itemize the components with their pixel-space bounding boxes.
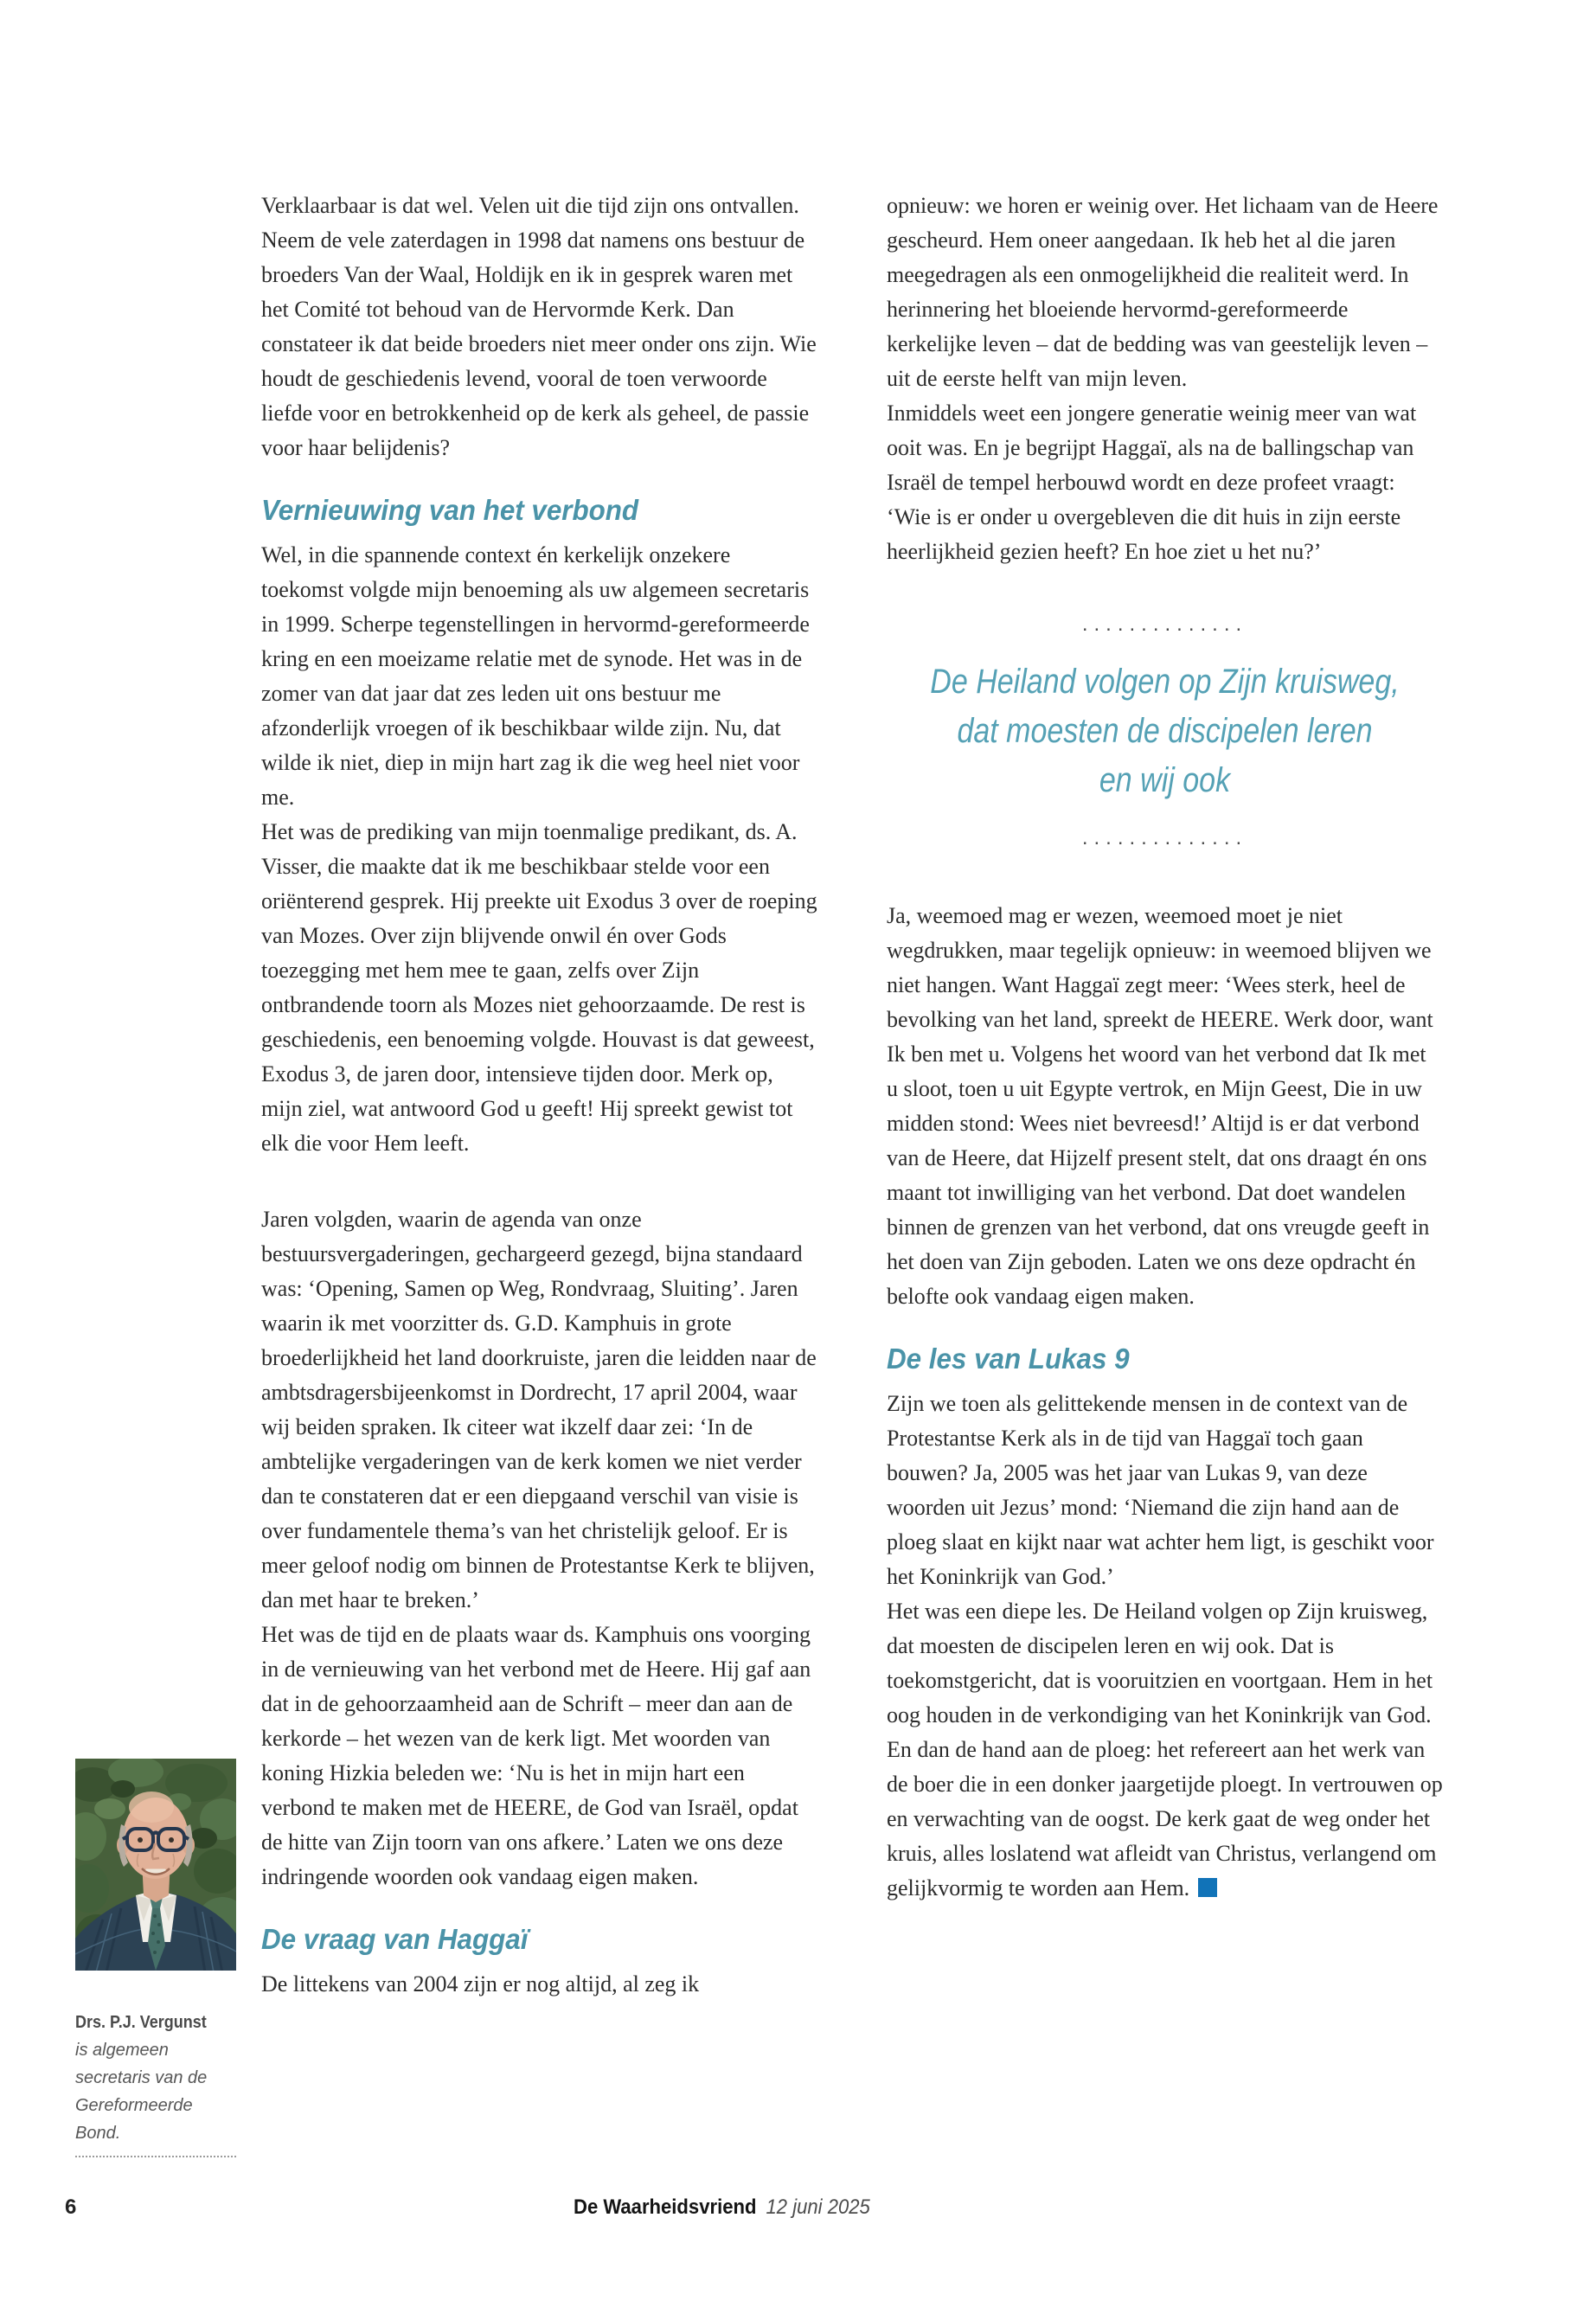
paragraph: opnieuw: we horen er weinig over. Het lichaam van de Heere gescheurd. Hem oneer aangedaan. Ik heb het al die jaren meegedragen als een onmogelijkheid die realiteit werd. In herinnering het bloeiende hervormd-gereformeerde kerkelijke leven – dat de bedding was van geestelijk leven – uit de eerste helft van mijn leven. [887, 193, 1439, 391]
paragraph: Inmiddels weet een jongere generatie weinig meer van wat ooit was. En je begrijpt Haggaï, als na de ballingschap van Israël de tempel herbouwd wordt en deze profeet vraagt: ‘Wie is er onder u overgebleven die dit huis in zijn eerste heerlijkheid gezien heeft? En hoe ziet u het nu?’ [887, 401, 1417, 564]
section-heading-haggai: De vraag van Haggaï [261, 1923, 529, 1955]
author-photo [75, 1759, 236, 1971]
pull-quote-line: en wij ook [1099, 761, 1231, 799]
paragraph-text: Het was een diepe les. De Heiland volgen op Zijn kruisweg, dat moesten de discipelen leren en wij ook. Dat is toekomstgericht, dat is vooruitzien en voortgaan. Hem in het oog houden in de verkondiging van het Koninkrijk van God. En dan de hand aan de ploeg: het refereert aan het werk van de boer die in een donker jaargetijde ploegt. In vertrouwen op en verwachting van de oogst. De kerk gaat de weg onder het kruis, alles loslatend wat afleidt van Christus, verlangend om gelijkvormig te worden aan Hem. [887, 1599, 1443, 1900]
quote-separator-top: .............. [1081, 612, 1248, 636]
pull-quote [887, 614, 1443, 849]
left-column [261, 189, 817, 2002]
paragraph [887, 1594, 1443, 1906]
paragraph: Het was de tijd en de plaats waar ds. Kamphuis ons voorging in de vernieuwing van het verbond met de Heere. Hij gaf aan dat in de gehoorzaamheid aan de Schrift – meer dan aan de kerkorde – het wezen van de kerk ligt. Met woorden van koning Hizkia beleden we: ‘Nu is het in mijn hart een verbond te maken met de HEERE, de God van Israël, opdat de hitte van Zijn toorn van ons afkere.’ Laten we ons deze indringende woorden ook vandaag eigen maken. [261, 1622, 811, 1889]
paragraph: De littekens van 2004 zijn er nog altijd, al zeg ik [261, 1971, 700, 1997]
left-eye [138, 1837, 143, 1843]
quote-separator-bottom: .............. [1081, 826, 1248, 849]
article-end-marker [1198, 1878, 1217, 1897]
paragraph: Wel, in die spannende context én kerkelijk onzekere toekomst volgde mijn benoeming als uw algemeen secretaris in 1999. Scherpe tegenstellingen in hervormd-gereformeerde kring en een moeizame relatie met de synode. Het was in de zomer van dat jaar dat zes leden uit ons bestuur me afzonderlijk vroegen of ik beschikbaar wilde zijn. Nu, dat wilde ik niet, diep in mijn hart zag ik die weg heel niet voor me. [261, 542, 810, 810]
right-eye [169, 1837, 174, 1843]
section-heading-lukas: De les van Lukas 9 [887, 1343, 1130, 1375]
paragraph: Zijn we toen als gelittekende mensen in de context van de Protestantse Kerk als in de tijd van Haggaï toch gaan bouwen? Ja, 2005 was het jaar van Lukas 9, van deze woorden uit Jezus’ mond: ‘Niemand die zijn hand aan de ploeg slaat en kijkt naar wat achter hem ligt, is geschikt voor het Koninkrijk van God.’ [887, 1391, 1434, 1589]
footer [574, 2195, 870, 2220]
paragraph: Ja, weemoed mag er wezen, weemoed moet je niet wegdrukken, maar tegelijk opnieuw: in weemoed blijven we niet hangen. Want Haggaï zegt meer: ‘Wees sterk, heel de bevolking van het land, spreekt de HEERE. Werk door, want Ik ben met u. Volgens het woord van het verbond dat Ik met u sloot, toen u uit Egypte vertrok, en Mijn Geest, Die in uw midden stond: Wees niet bevreesd!’ Altijd is er dat verbond van de Heere, dat Hijzelf present stelt, dat ons draagt én ons maant tot inwilliging van het verbond. Dat doet wandelen binnen de grenzen van het verbond, dat ons vreugde geeft in het doen van Zijn geboden. Laten we ons deze opdracht én belofte ook vandaag eigen maken. [887, 903, 1433, 1309]
pull-quote-line: De Heiland volgen op Zijn kruisweg, [930, 663, 1400, 701]
footer-magazine-title: De Waarheidsvriend [574, 2195, 757, 2219]
footer-date: 12 juni 2025 [766, 2195, 870, 2219]
caption-divider [75, 2156, 236, 2157]
pull-quote-line: dat moesten de discipelen leren [957, 712, 1373, 750]
author-role: is algemeen secretaris van de Gereformeerde Bond. [75, 2041, 208, 2143]
paragraph: Jaren volgden, waarin de agenda van onze bestuursvergaderingen, gechargeerd gezegd, bijna standaard was: ‘Opening, Samen op Weg, Rondvraag, Sluiting’. Jaren waarin ik met voorzitter ds. G.D. Kamphuis in grote broederlijkheid het land doorkruiste, jaren die leidden naar de ambtsdragersbijeenkomst in Dordrecht, 17 april 2004, waar wij beiden spraken. Ik citeer wat ikzelf daar zei: ‘In de ambtelijke vergaderingen van de kerk komen we niet verder dan te constateren dat er een diepgaand verschil van visie is over fundamentele thema’s van het christelijk geloof. Er is meer geloof nodig om binnen de Protestantse Kerk te blijven, dan met haar te breken.’ [261, 1207, 817, 1612]
paragraph: Verklaarbaar is dat wel. Velen uit die tijd zijn ons ontvallen. Neem de vele zaterdagen in 1998 dat namens ons bestuur de broeders Van der Waal, Holdijk en ik in gesprek waren met het Comité tot behoud van de Hervormde Kerk. Dan constateer ik dat beide broeders niet meer onder ons zijn. Wie houdt de geschiedenis levend, vooral de toen verwoorde liefde voor en betrokkenheid op de kerk als geheel, de passie voor haar belijdenis? [261, 193, 817, 460]
page-number: 6 [65, 2195, 77, 2219]
author-name: Drs. P.J. Vergunst [75, 2013, 207, 2032]
section-heading-vernieuwing: Vernieuwing van het verbond [261, 494, 639, 526]
paragraph: Het was de prediking van mijn toenmalige predikant, ds. A. Visser, die maakte dat ik me beschikbaar stelde voor een oriënterend gesprek. Hij preekte uit Exodus 3 over de roeping van Mozes. Over zijn blijvende onwil én over Gods toezegging met hem mee te gaan, zelfs over Zijn ontbrandende toorn als Mozes niet gehoorzaamde. De rest is geschiedenis, een benoeming volgde. Houvast is dat geweest, Exodus 3, de jaren door, intensieve tijden door. Merk op, mijn ziel, wat antwoord God u geeft! Hij spreekt gewist tot elk die voor Hem leeft. [261, 819, 817, 1156]
right-column [887, 189, 1443, 1906]
author-sidebar [75, 1759, 240, 2157]
